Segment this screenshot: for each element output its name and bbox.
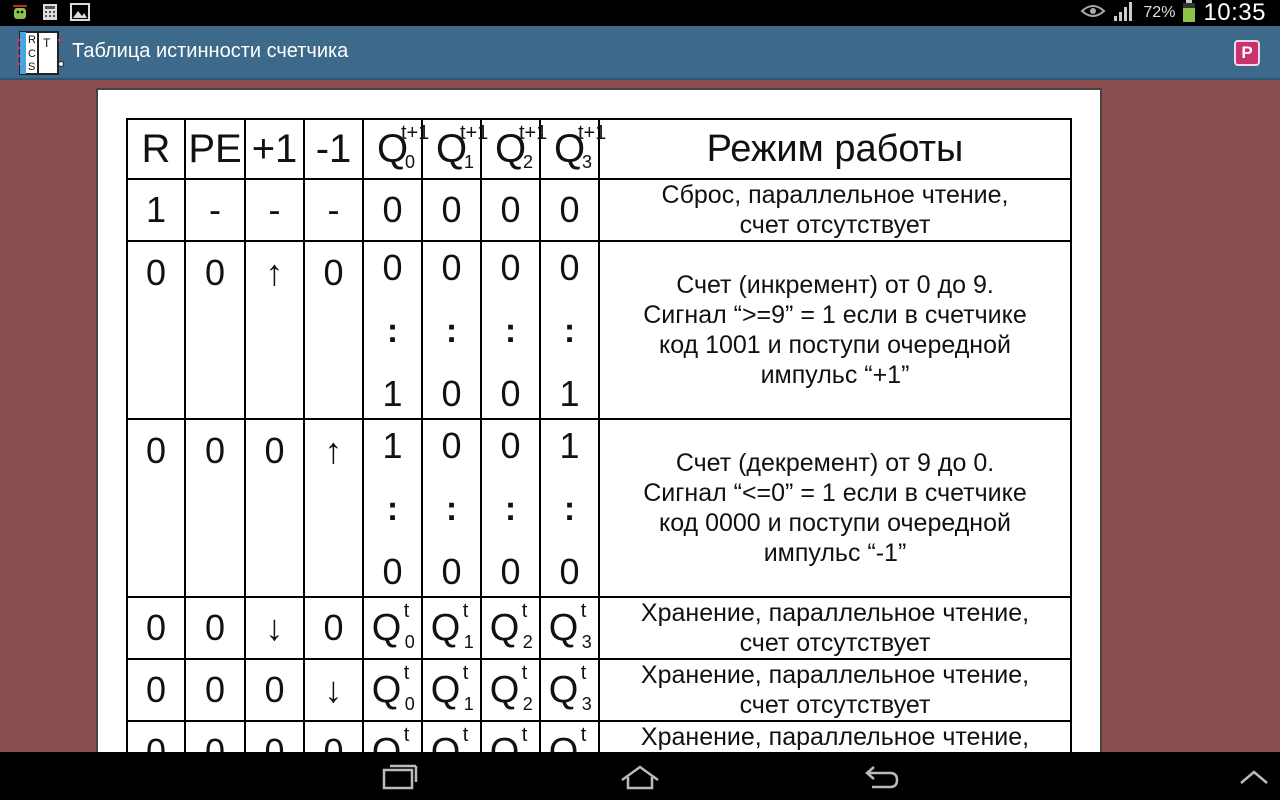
mode-line: код 1001 и поступи очередной bbox=[658, 331, 1011, 359]
logo-letter-c: C bbox=[28, 48, 36, 60]
q-letter: Q bbox=[553, 126, 586, 171]
q-sub: 3 bbox=[581, 632, 592, 652]
q-end: 0 bbox=[441, 551, 462, 592]
q-sup: t bbox=[403, 662, 410, 684]
cell-q1: 0 bbox=[422, 179, 481, 241]
q-sup: t+1 bbox=[577, 121, 607, 144]
q-letter: Q bbox=[489, 669, 520, 711]
recent-apps-icon[interactable] bbox=[380, 762, 420, 792]
q-sup: t bbox=[521, 662, 528, 684]
q-ellipsis: : bbox=[445, 312, 458, 350]
signal-icon bbox=[1113, 1, 1135, 26]
cell-inc: 0 bbox=[245, 659, 304, 721]
header-q2 bbox=[481, 119, 548, 179]
q-sub: 1 bbox=[463, 151, 474, 172]
q-end: 1 bbox=[559, 373, 580, 414]
header-inc: +1 bbox=[245, 119, 304, 179]
mode-line: код 0000 и поступи очередной bbox=[658, 509, 1011, 537]
q-sup: t bbox=[580, 600, 587, 622]
battery-icon bbox=[1183, 0, 1195, 27]
q-sup: t bbox=[462, 600, 469, 622]
mode-line: Хранение, параллельное чтение, bbox=[640, 661, 1030, 689]
cell-q3 bbox=[540, 241, 599, 419]
cell-mode bbox=[599, 241, 1071, 419]
table-row bbox=[127, 419, 1071, 597]
cell-inc: ↑ bbox=[245, 241, 304, 419]
promo-app-button[interactable] bbox=[1234, 40, 1260, 66]
cell-dec: 0 bbox=[304, 597, 363, 659]
table-sheet bbox=[96, 88, 1102, 788]
q-ellipsis: : bbox=[386, 312, 399, 350]
q-start: 0 bbox=[382, 247, 403, 288]
q-ellipsis: : bbox=[563, 490, 576, 528]
cell-pe: 0 bbox=[185, 659, 245, 721]
q-sup: t bbox=[521, 600, 528, 622]
cell-q1 bbox=[422, 659, 481, 721]
q-ellipsis: : bbox=[563, 312, 576, 350]
calculator-icon bbox=[40, 3, 60, 21]
cell-r: 0 bbox=[127, 419, 185, 597]
q-start: 0 bbox=[559, 247, 580, 288]
q-sup: t+1 bbox=[400, 121, 430, 144]
q-sup: t+1 bbox=[459, 121, 489, 144]
cell-q3 bbox=[540, 659, 599, 721]
q-ellipsis: : bbox=[445, 490, 458, 528]
table-row bbox=[127, 179, 1071, 241]
mode-line: Счет (инкремент) от 0 до 9. bbox=[676, 271, 994, 299]
cell-q0 bbox=[363, 241, 422, 419]
header-r: R bbox=[127, 119, 185, 179]
battery-percent: 72% bbox=[1143, 4, 1176, 21]
cell-dec: 0 bbox=[304, 241, 363, 419]
q-sub: 2 bbox=[522, 694, 533, 714]
android-debug-icon bbox=[10, 3, 30, 21]
mode-line: счет отсутствует bbox=[739, 691, 931, 719]
q-end: 1 bbox=[382, 373, 403, 414]
cell-pe: - bbox=[185, 179, 245, 241]
cell-pe: 0 bbox=[185, 597, 245, 659]
q-end: 0 bbox=[441, 373, 462, 414]
mode-line: импульс “+1” bbox=[760, 361, 910, 389]
q-end: 0 bbox=[500, 373, 521, 414]
back-icon[interactable] bbox=[862, 762, 902, 792]
q-ellipsis: : bbox=[386, 490, 399, 528]
navigation-bar bbox=[0, 752, 1280, 800]
action-bar bbox=[0, 26, 1280, 80]
q-sub: 0 bbox=[404, 151, 415, 172]
cell-r: 0 bbox=[127, 597, 185, 659]
cell-inc: 0 bbox=[245, 419, 304, 597]
q-sub: 1 bbox=[463, 632, 474, 652]
q-letter: Q bbox=[548, 669, 579, 711]
q-letter: Q bbox=[489, 607, 520, 649]
cell-q3 bbox=[540, 597, 599, 659]
q-sub: 3 bbox=[581, 694, 592, 714]
cell-q1 bbox=[422, 597, 481, 659]
q-letter: Q bbox=[494, 126, 527, 171]
q-ellipsis: : bbox=[504, 490, 517, 528]
cell-q1 bbox=[422, 241, 481, 419]
logo-letter-s: S bbox=[28, 61, 36, 73]
clock: 10:35 bbox=[1203, 0, 1266, 26]
mode-line: счет отсутствует bbox=[739, 629, 931, 657]
q-sup: t+1 bbox=[518, 121, 548, 144]
q-start: 1 bbox=[559, 425, 580, 466]
q-start: 0 bbox=[441, 425, 462, 466]
q-letter: Q bbox=[430, 669, 461, 711]
q-ellipsis: : bbox=[504, 312, 517, 350]
cell-dec: ↓ bbox=[304, 659, 363, 721]
cell-q2 bbox=[481, 241, 540, 419]
q-sup: t bbox=[403, 724, 410, 746]
q-sup: t bbox=[580, 662, 587, 684]
cell-inc: ↓ bbox=[245, 597, 304, 659]
header-dec: -1 bbox=[304, 119, 363, 179]
q-start: 0 bbox=[500, 247, 521, 288]
cell-pe: 0 bbox=[185, 241, 245, 419]
q-sup: t bbox=[580, 724, 587, 746]
image-icon bbox=[70, 3, 90, 21]
header-mode: Режим работы bbox=[599, 119, 1071, 179]
app-logo-icon[interactable] bbox=[16, 30, 64, 76]
header-q1 bbox=[422, 119, 489, 179]
header-q3 bbox=[540, 119, 607, 179]
q-end: 0 bbox=[382, 551, 403, 592]
q-sub: 1 bbox=[463, 694, 474, 714]
q-sup: t bbox=[521, 724, 528, 746]
header-q0 bbox=[363, 119, 430, 179]
cell-q2 bbox=[481, 419, 540, 597]
cell-r: 1 bbox=[127, 179, 185, 241]
mode-line: Хранение, параллельное чтение, bbox=[640, 723, 1030, 751]
q-letter: Q bbox=[548, 607, 579, 649]
q-sup: t bbox=[462, 662, 469, 684]
cell-q2 bbox=[481, 597, 540, 659]
q-sub: 0 bbox=[404, 632, 415, 652]
cell-q0 bbox=[363, 597, 422, 659]
status-bar bbox=[0, 0, 1280, 26]
cell-q2: 0 bbox=[481, 179, 540, 241]
cell-q0 bbox=[363, 419, 422, 597]
mode-line: Счет (декремент) от 9 до 0. bbox=[675, 449, 995, 477]
cell-inc: - bbox=[245, 179, 304, 241]
cell-q3: 0 bbox=[540, 179, 599, 241]
home-icon[interactable] bbox=[620, 762, 660, 792]
cell-r: 0 bbox=[127, 659, 185, 721]
cell-mode bbox=[599, 659, 1071, 721]
q-end: 0 bbox=[559, 551, 580, 592]
q-sub: 0 bbox=[404, 694, 415, 714]
mode-line: счет отсутствует bbox=[739, 211, 931, 239]
cell-q0 bbox=[363, 659, 422, 721]
table-row bbox=[127, 597, 1071, 659]
q-sub: 2 bbox=[522, 151, 533, 172]
q-letter: Q bbox=[371, 607, 402, 649]
q-letter: Q bbox=[371, 669, 402, 711]
cell-q0: 0 bbox=[363, 179, 422, 241]
table-header-row bbox=[127, 119, 1071, 179]
content-area[interactable] bbox=[0, 80, 1280, 752]
q-start: 1 bbox=[382, 425, 403, 466]
cell-mode bbox=[599, 597, 1071, 659]
mode-line: Хранение, параллельное чтение, bbox=[640, 599, 1030, 627]
mode-line: Сигнал “<=0” = 1 если в счетчике bbox=[643, 479, 1027, 507]
logo-letter-r: R bbox=[28, 34, 36, 46]
mode-line: импульс “-1” bbox=[763, 539, 907, 567]
cell-dec: - bbox=[304, 179, 363, 241]
cell-pe: 0 bbox=[185, 419, 245, 597]
eye-icon bbox=[1081, 3, 1105, 24]
truth-table bbox=[126, 118, 1072, 784]
q-start: 0 bbox=[500, 425, 521, 466]
mode-line: Сигнал “>=9” = 1 если в счетчике bbox=[643, 301, 1027, 329]
logo-letter-t: T bbox=[43, 36, 51, 50]
q-end: 0 bbox=[500, 551, 521, 592]
header-pe: PE bbox=[185, 119, 245, 179]
cell-mode bbox=[599, 419, 1071, 597]
table-row bbox=[127, 659, 1071, 721]
table-row bbox=[127, 241, 1071, 419]
cell-q2 bbox=[481, 659, 540, 721]
cell-q1 bbox=[422, 419, 481, 597]
q-sup: t bbox=[403, 600, 410, 622]
page-title: Таблица истинности счетчика bbox=[72, 40, 349, 62]
q-sup: t bbox=[462, 724, 469, 746]
cell-q3 bbox=[540, 419, 599, 597]
cell-dec: ↑ bbox=[304, 419, 363, 597]
q-sub: 2 bbox=[522, 632, 533, 652]
q-letter: Q bbox=[435, 126, 468, 171]
q-sub: 3 bbox=[581, 151, 592, 172]
q-start: 0 bbox=[441, 247, 462, 288]
mode-line: Сброс, параллельное чтение, bbox=[661, 181, 1009, 209]
q-letter: Q bbox=[430, 607, 461, 649]
cell-mode bbox=[599, 179, 1071, 241]
promo-p-icon: P bbox=[1241, 43, 1253, 62]
chevron-up-icon[interactable] bbox=[1234, 762, 1274, 792]
q-letter: Q bbox=[376, 126, 409, 171]
cell-r: 0 bbox=[127, 241, 185, 419]
